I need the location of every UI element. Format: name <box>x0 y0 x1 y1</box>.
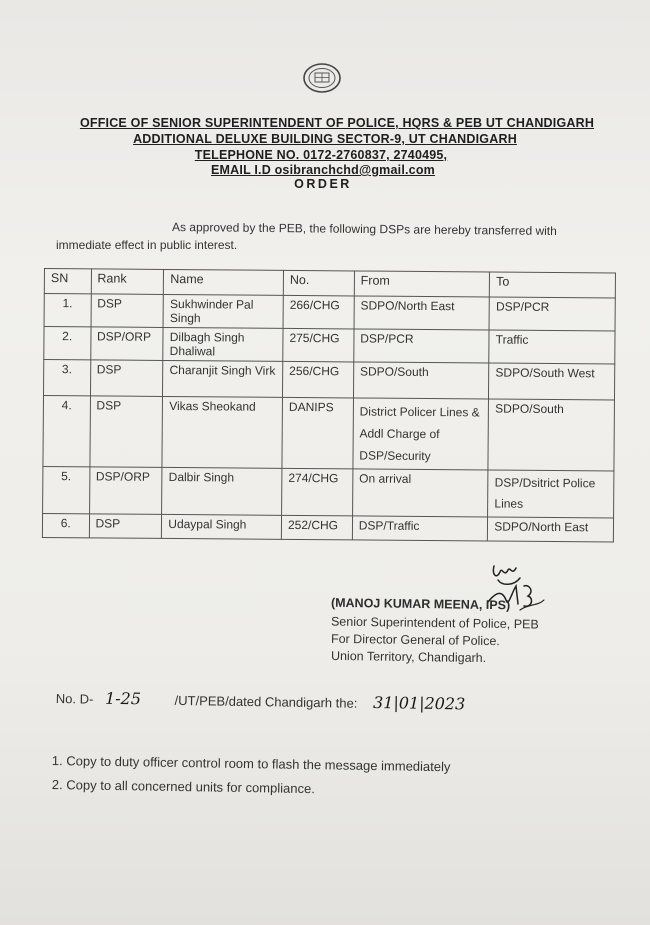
cell-rank: DSP/ORP <box>90 327 163 361</box>
cell-name: Udaypal Singh <box>162 514 282 539</box>
header-email-line: EMAIL I.D osibranchchd@gmail.com <box>211 163 435 177</box>
copy-instruction-1: 1. Copy to duty officer control room to flash the message immediately <box>51 753 451 775</box>
cell-rank: DSP <box>91 294 164 328</box>
cell-sn: 5. <box>43 466 90 513</box>
header-telephone-line: TELEPHONE NO. 0172-2760837, 2740495, <box>194 148 448 162</box>
cell-to: SDPO/South West <box>489 363 615 400</box>
reference-middle: /UT/PEB/dated Chandigarh the: <box>174 692 358 711</box>
column-header-sn: SN <box>44 269 91 294</box>
cell-rank: DSP <box>90 360 163 397</box>
signatory-designation: Senior Superintendent of Police, PEB <box>330 614 539 632</box>
copy-instruction-2: 2. Copy to all concerned units for compliance. <box>51 777 315 797</box>
column-header-rank: Rank <box>91 269 164 295</box>
column-header-no: No. <box>283 270 354 296</box>
cell-to: SDPO/South <box>488 399 614 471</box>
intro-paragraph-line2: immediate effect in public interest. <box>56 238 238 252</box>
cell-from: DSP/PCR <box>354 329 490 363</box>
order-reference <box>56 688 616 716</box>
cell-from: SDPO/North East <box>354 296 490 330</box>
table-row <box>43 466 614 517</box>
cell-name: Sukhwinder Pal Singh <box>163 294 283 328</box>
signatory-on-behalf: For Director General of Police. <box>330 631 500 649</box>
signatory-territory: Union Territory, Chandigarh. <box>330 648 487 666</box>
police-emblem-icon <box>302 62 342 94</box>
cell-sn: 1. <box>44 294 91 327</box>
cell-name: Vikas Sheokand <box>162 396 282 468</box>
signatory-name: (MANOJ KUMAR MEENA, IPS) <box>330 595 511 613</box>
cell-no: 266/CHG <box>283 295 354 329</box>
cell-no: DANIPS <box>282 397 353 469</box>
cell-from: District Policer Lines & Addl Charge of DSP/Security <box>353 398 489 470</box>
reference-date: 31|01|2023 <box>372 692 466 714</box>
column-header-from: From <box>354 271 490 297</box>
cell-name: Dilbagh Singh Dhaliwal <box>163 327 283 361</box>
cell-from: DSP/Traffic <box>352 516 488 541</box>
table-row <box>42 513 613 541</box>
intro-paragraph-line1: As approved by the PEB, the following DSPs are hereby transferred with <box>171 219 557 239</box>
order-title: ORDER <box>294 177 352 191</box>
transfer-table <box>42 268 616 542</box>
cell-no: 256/CHG <box>283 361 354 398</box>
table-row <box>43 396 615 471</box>
cell-sn: 6. <box>42 513 89 537</box>
cell-rank: DSP <box>89 396 162 468</box>
cell-no: 274/CHG <box>282 468 353 516</box>
cell-to: DSP/Dsitrict Police Lines <box>488 470 614 518</box>
cell-sn: 2. <box>44 327 91 360</box>
cell-name: Charanjit Singh Virk <box>163 360 283 397</box>
cell-rank: DSP <box>89 514 162 539</box>
cell-no: 252/CHG <box>281 515 352 540</box>
cell-rank: DSP/ORP <box>89 467 162 515</box>
column-header-name: Name <box>164 269 284 295</box>
cell-to: SDPO/North East <box>488 517 614 542</box>
cell-from: On arrival <box>352 469 488 517</box>
cell-to: Traffic <box>489 330 615 364</box>
header-address-line: ADDITIONAL DELUXE BUILDING SECTOR-9, UT CHANDIGARH <box>133 132 517 146</box>
cell-no: 275/CHG <box>283 328 354 362</box>
cell-name: Dalbir Singh <box>162 467 282 515</box>
cell-to: DSP/PCR <box>489 297 615 331</box>
cell-sn: 4. <box>43 396 90 467</box>
cell-from: SDPO/South <box>353 362 489 399</box>
cell-sn: 3. <box>43 360 90 396</box>
header-office-line: OFFICE OF SENIOR SUPERINTENDENT OF POLICE, HQRS & PEB UT CHANDIGARH <box>79 116 595 130</box>
reference-prefix: No. D- <box>55 690 94 707</box>
table-row <box>44 294 615 331</box>
reference-number: 1-25 <box>104 688 142 709</box>
table-row <box>44 327 615 364</box>
column-header-to: To <box>490 272 616 298</box>
table-row <box>43 360 614 400</box>
